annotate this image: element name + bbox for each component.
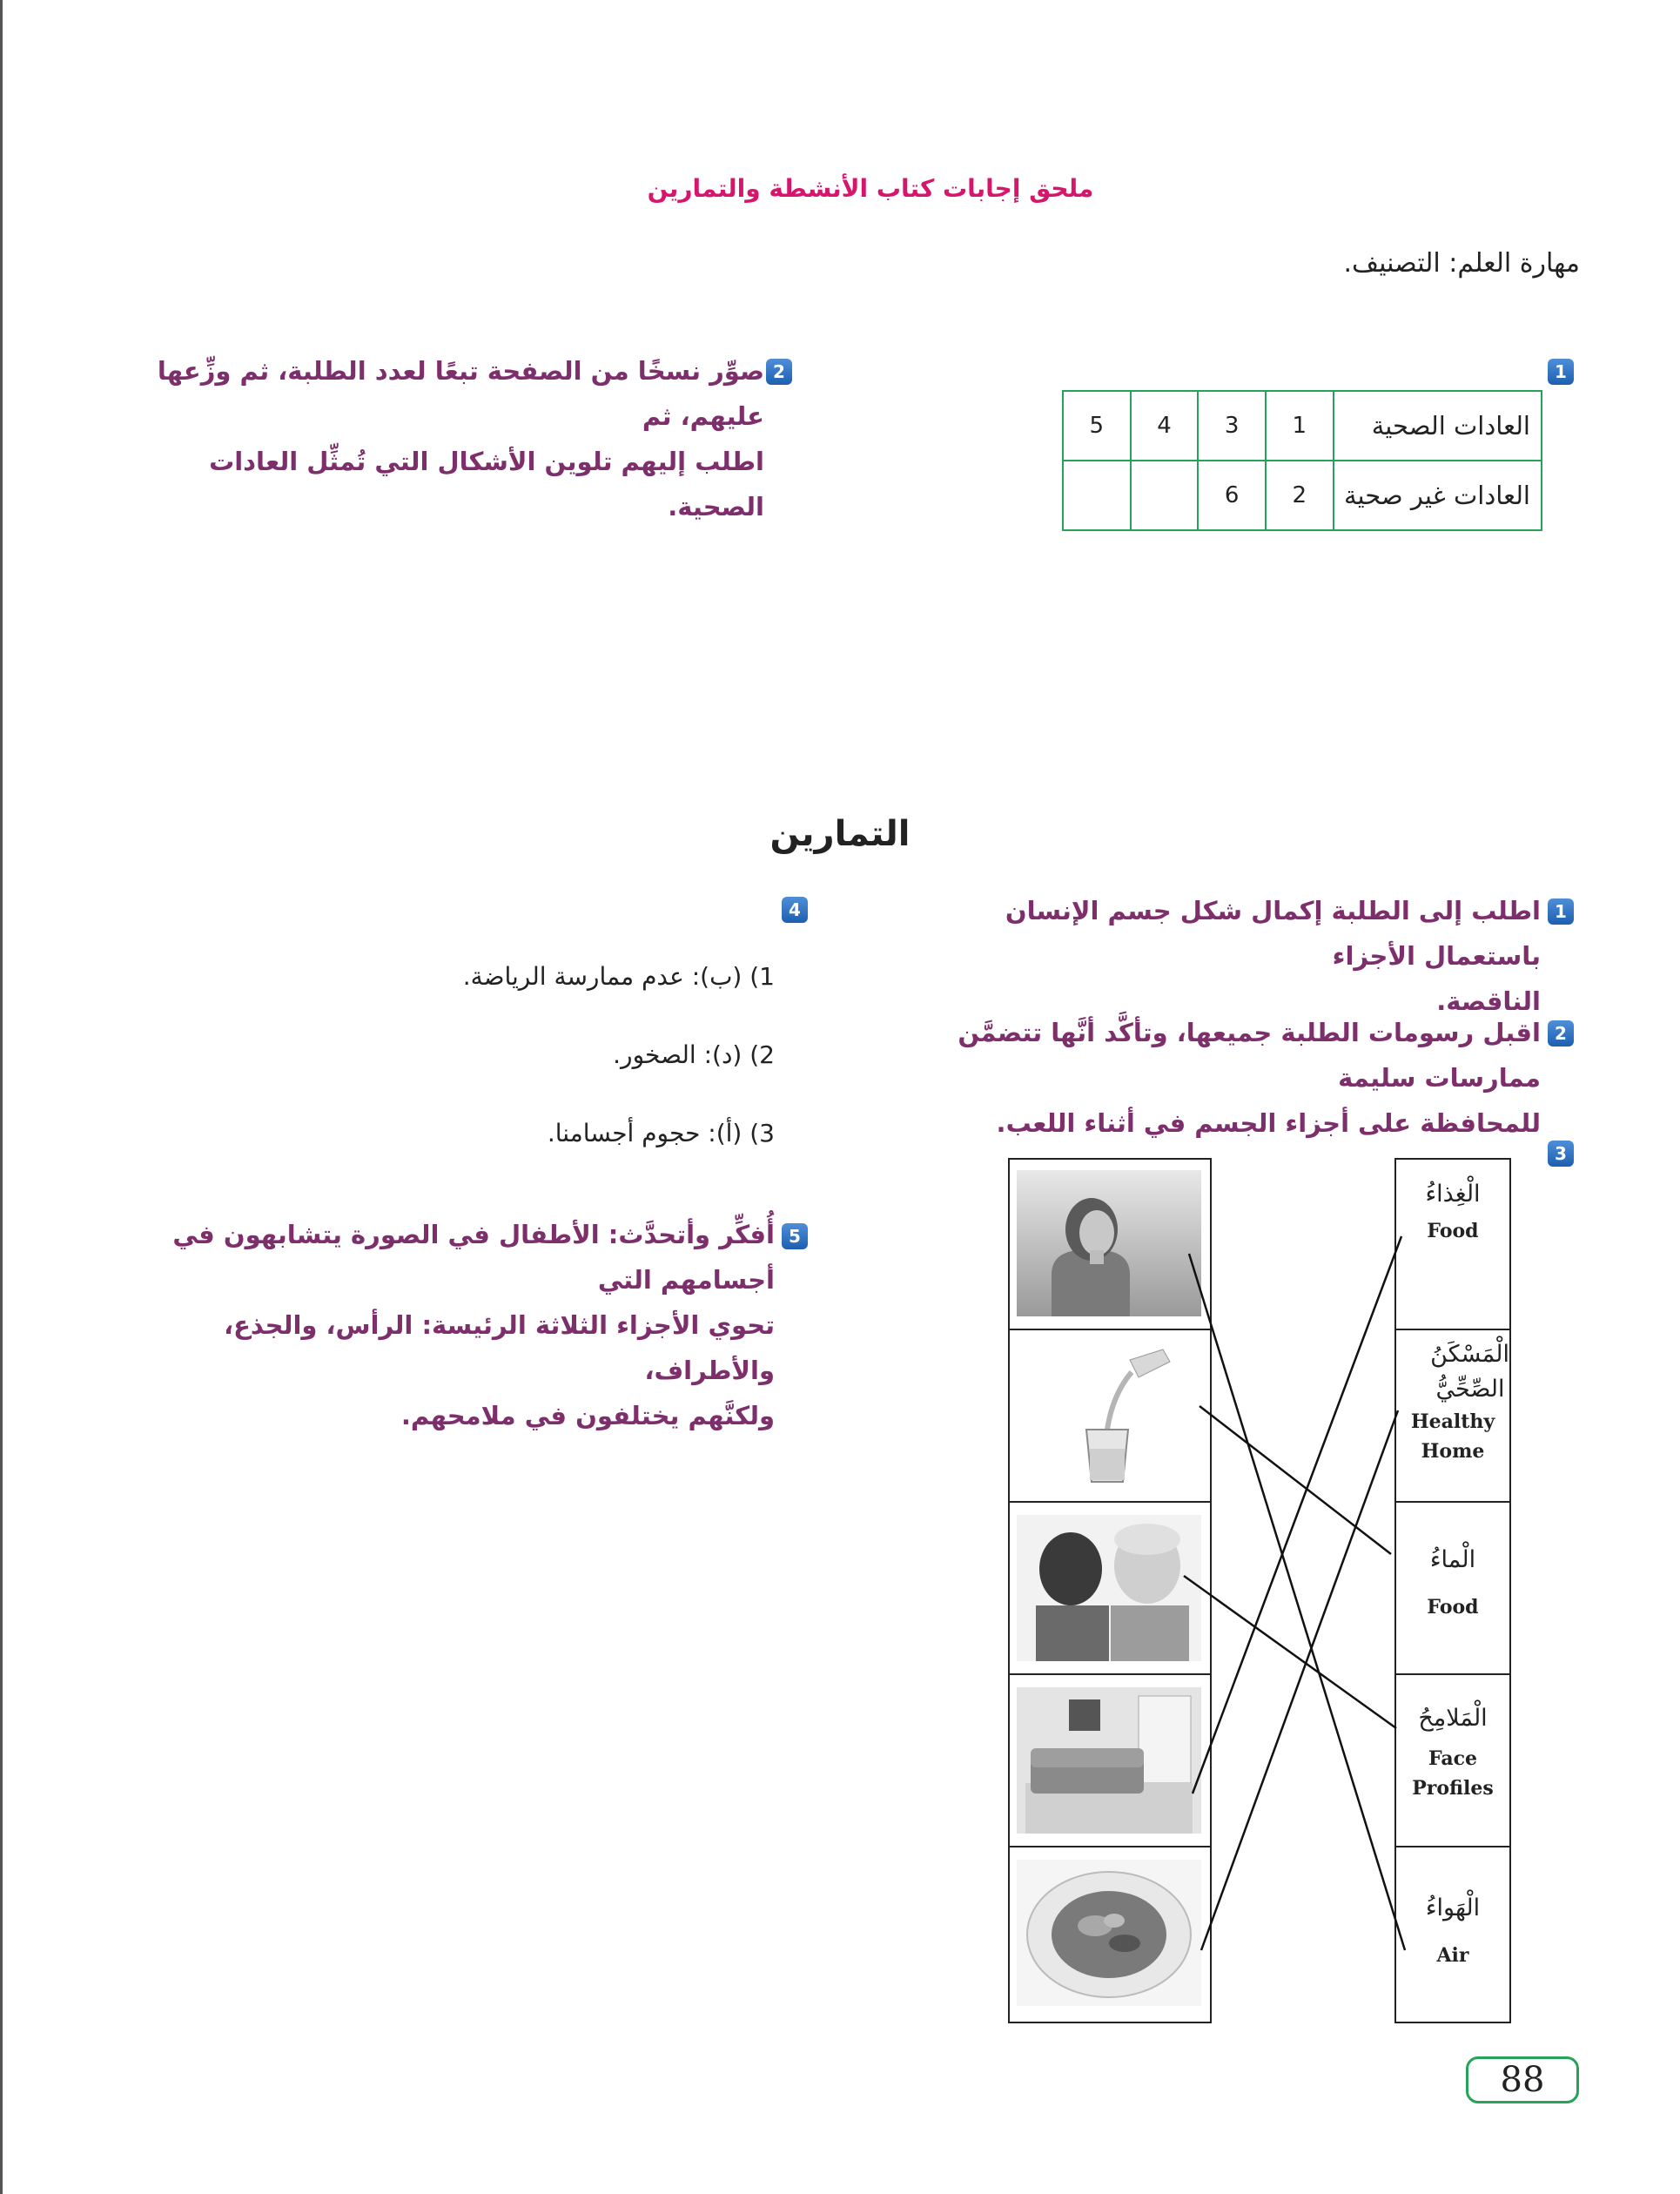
table-cell: 4 <box>1131 391 1199 461</box>
exercise-1-line-1: اطلب إلى الطلبة إكمال شكل جسم الإنسان باستعمال الأجزاء <box>1005 896 1541 971</box>
exercise-5-line-2: تحوي الأجزاء الثلاثة الرئيسة: الرأس، والجذع، والأطراف، <box>224 1310 775 1385</box>
activity-2-badge: 2 <box>766 359 792 385</box>
exercise-4-badge: 4 <box>782 897 808 923</box>
exercise-2-line-2: للمحافظة على أجزاء الجسم في أثناء اللعب. <box>996 1108 1541 1138</box>
word-arabic: الْمَلامِحُ <box>1418 1705 1488 1732</box>
exercises-title: التمارين <box>769 814 911 854</box>
exercise-4-answer-2: 2) (د): الصخور. <box>613 1040 775 1069</box>
word-arabic: الْغِذاءُ <box>1425 1181 1481 1208</box>
row-header-unhealthy: العادات غير صحية <box>1334 461 1542 530</box>
word-arabic: الْهَواءُ <box>1425 1895 1481 1921</box>
word-arabic: الْماءُ <box>1429 1546 1476 1573</box>
exercise-5-line-3: ولكنَّهم يختلفون في ملامحهم. <box>400 1401 775 1430</box>
exercise-2-badge: 2 <box>1548 1020 1574 1047</box>
word-english: Home <box>1421 1440 1485 1463</box>
table-cell: 1 <box>1266 391 1334 461</box>
exercise-3-badge: 3 <box>1548 1141 1574 1167</box>
table-cell: 2 <box>1266 461 1334 530</box>
exercise-1-line-2: الناقصة. <box>1436 986 1541 1016</box>
page-header-title: ملحق إجابات كتاب الأنشطة والتمارين <box>647 174 1094 203</box>
exercise-4-answer-3: 3) (أ): حجوم أجسامنا. <box>547 1119 775 1147</box>
table-cell: 3 <box>1198 391 1266 461</box>
exercise-1-badge: 1 <box>1548 898 1574 925</box>
match-line <box>1201 1410 1398 1950</box>
science-skill-line: مهارة العلم: التصنيف. <box>1343 248 1580 279</box>
page-number: 88 <box>1466 2056 1579 2103</box>
activity-1-badge: 1 <box>1548 359 1574 385</box>
word-english: Air <box>1436 1944 1469 1967</box>
word-english: Food <box>1427 1220 1479 1242</box>
row-header-healthy: العادات الصحية <box>1334 391 1542 461</box>
table-cell: 5 <box>1063 391 1131 461</box>
exercise-5-badge: 5 <box>782 1223 808 1249</box>
activity-2-line-2: اطلب إليهم تلوين الأشكال التي تُمثِّل العادات الصحية. <box>209 447 764 522</box>
exercise-4-answer-1: 1) (ب): عدم ممارسة الرياضة. <box>462 962 775 991</box>
word-english: Profiles <box>1412 1777 1494 1800</box>
table-cell: 6 <box>1198 461 1266 530</box>
word-english: Healthy <box>1410 1410 1495 1433</box>
exercise-2-line-1: اقبل رسومات الطلبة جميعها، وتأكَّد أنَّها تتضمَّن ممارسات سليمة <box>958 1018 1541 1093</box>
exercise-5-line-1: أُفكِّر وأتحدَّث: الأطفال في الصورة يتشابهون في أجسامهم التي <box>172 1220 775 1295</box>
word-arabic: الْمَسْكَنُ الصِّحِّيُّ <box>1430 1341 1509 1403</box>
match-line <box>1200 1406 1391 1554</box>
word-english: Food <box>1427 1596 1479 1619</box>
word-english: Face <box>1428 1747 1478 1770</box>
activity-2-line-1: صوِّر نسخًا من الصفحة تبعًا لعدد الطلبة، ثم وزِّعها عليهم، ثم <box>157 356 764 431</box>
